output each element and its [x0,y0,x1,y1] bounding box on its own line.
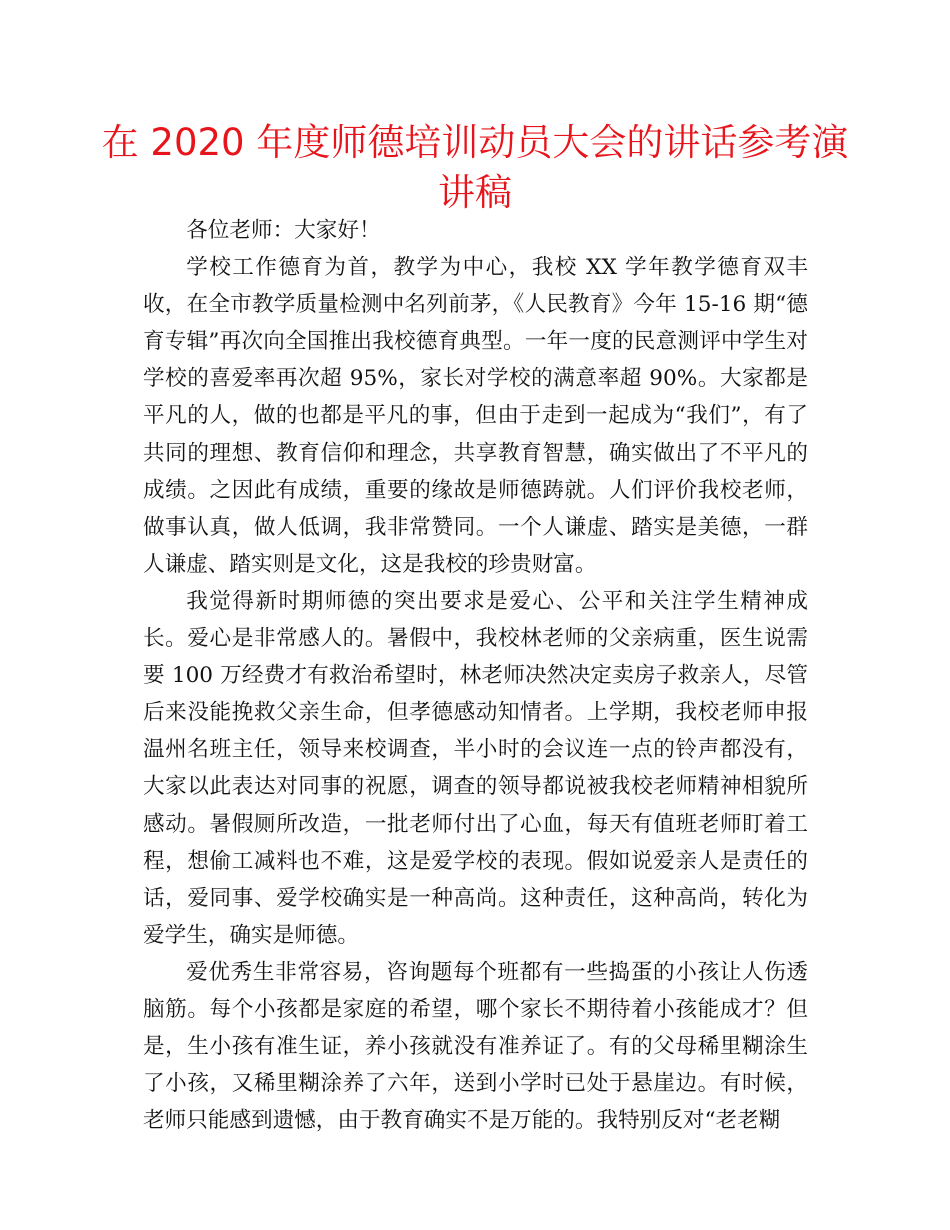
body-paragraph-3: 爱优秀生非常容易，咨询题每个班都有一些捣蛋的小孩让人伤透脑筋。每个小孩都是家庭的希望，哪个家长不期待着小孩能成才？但是，生小孩有准生证，养小孩就没有准养证了。有的父母稀里糊涂生了小孩，又稀里糊涂养了六年，送到小学时已处于悬崖边。有时候，老师只能感到遗憾，由于教育确实不是万能的。我特别反对“老老糊 [143,959,808,1134]
greeting-paragraph: 各位老师：大家好！ [186,218,381,243]
document-title: 在 2020 年度师德培训动员大会的讲话参考演讲稿 [101,121,849,214]
document-body [143,212,808,1139]
body-paragraph-1: 学校工作德育为首，教学为中心，我校 XX 学年教学德育双丰收，在全市教学质量检测中名列前茅，《人民教育》今年 15-16 期“德育专辑”再次向全国推出我校德育典型。一年一度的民意测评中学生对学校的喜爱率再次超 95%，家长对学校的满意率超 90%。大家都是平凡的人，做的也都是平凡的事，但由于走到一起成为“我们”，有了共同的理想、教育信仰和理念，共享教育智慧，确实做出了不平凡的成绩。之因此有成绩，重要的缘故是师德踌就。人们评价我校老师，做事认真，做人低调，我非常赞同。一个人谦虚、踏实是美德，一群人谦虚、踏实则是文化，这是我校的珍贵财富。 [143,255,808,577]
body-paragraph-2: 我觉得新时期师德的突出要求是爱心、公平和关注学生精神成长。爱心是非常感人的。暑假中，我校林老师的父亲病重，医生说需要 100 万经费才有救治希望时，林老师决然决定卖房子救亲人，尽管后来没能挽救父亲生命，但孝德感动知情者。上学期，我校老师申报温州名班主任，领导来校调查，半小时的会议连一点的铃声都没有，大家以此表达对同事的祝愿，调查的领导都说被我校老师精神相貌所感动。暑假厕所改造，一批老师付出了心血，每天有值班老师盯着工程，想偷工减料也不难，这是爱学校的表现。假如说爱亲人是责任的话，爱同事、爱学校确实是一种高尚。这种责任，这种高尚，转化为爱学生，确实是师德。 [143,588,808,948]
